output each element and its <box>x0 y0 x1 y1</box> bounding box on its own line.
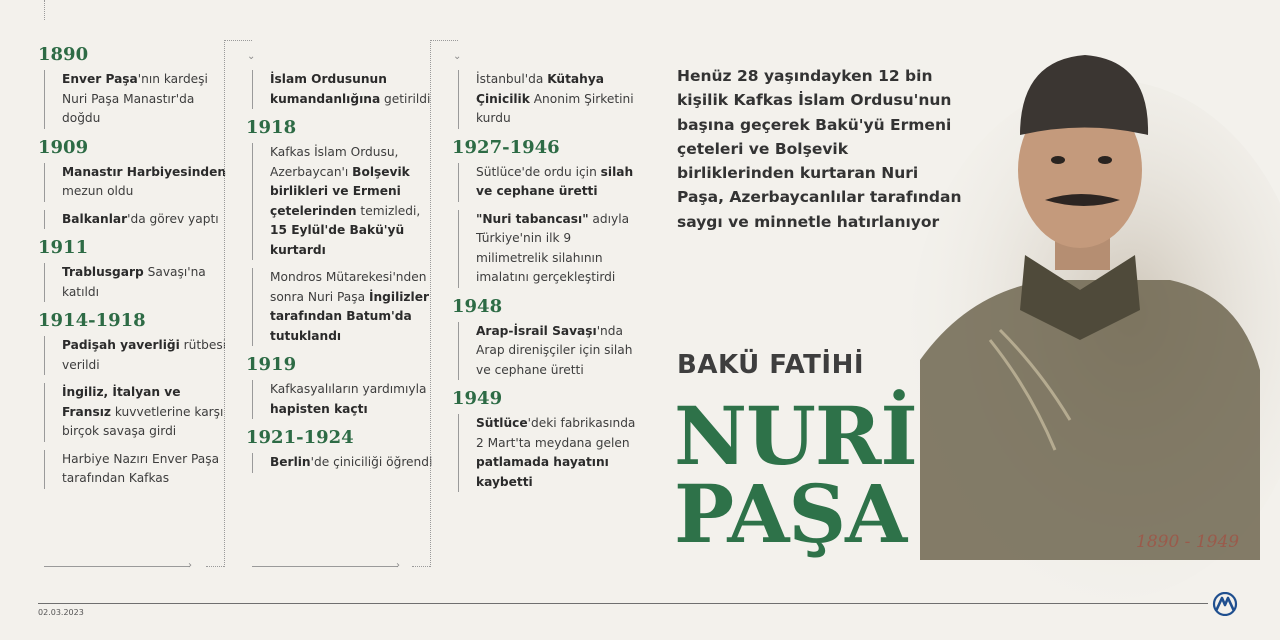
year-1921-1924: 1921-1924 <box>246 427 354 448</box>
lifespan-dates: 1890 - 1949 <box>1136 532 1240 552</box>
timeline-entry: İngiliz, İtalyan ve Fransız kuvvetlerine karşı birçok savaşa girdi <box>44 383 228 442</box>
timeline-entry: "Nuri tabancası" adıyla Türkiye'nin ilk 9 milimetrelik silahının imalatını gerçekleştirdi <box>458 210 642 288</box>
year-1890: 1890 <box>38 44 89 65</box>
timeline-connector <box>412 566 430 567</box>
timeline-column-2 <box>246 0 436 473</box>
year-1909: 1909 <box>38 136 89 158</box>
timeline-column-3 <box>452 0 642 500</box>
year-1911: 1911 <box>38 237 89 258</box>
name-line-1: NURİ <box>674 389 917 483</box>
timeline-entry: Arap-İsrail Savaşı'nda Arap direnişçiler için silah ve cephane üretti <box>458 322 642 381</box>
timeline-entry: Enver Paşa'nın kardeşi Nuri Paşa Manastır'da doğdu <box>44 70 228 129</box>
timeline-entry: Sütlüce'deki fabrikasında 2 Mart'ta meydana gelen patlamada hayatını kaybetti <box>458 414 642 492</box>
timeline-entry: Harbiye Nazırı Enver Paşa tarafından Kafkas <box>44 450 228 489</box>
footer-date: 02.03.2023 <box>38 608 84 617</box>
year-1914-1918: 1914-1918 <box>38 310 146 331</box>
timeline-connector <box>44 566 190 567</box>
year-1927-1946: 1927-1946 <box>452 136 560 158</box>
timeline-entry: İstanbul'da Kütahya Çinicilik Anonim Şirketini kurdu <box>458 70 642 129</box>
year-1919: 1919 <box>246 354 297 375</box>
timeline-entry: Kafkas İslam Ordusu, Azerbaycan'ı Bolşevik birlikleri ve Ermeni çetelerinden temizledi, 15 Eylül'de Bakü'yü kurtardı <box>252 143 436 260</box>
timeline-entry: Balkanlar'da görev yaptı <box>44 210 228 230</box>
timeline-connector <box>430 40 431 567</box>
timeline-entry: Berlin'de çiniciliği öğrendi <box>252 453 436 473</box>
year-1948: 1948 <box>452 295 503 317</box>
footer-divider <box>38 603 1208 604</box>
timeline-rail <box>44 0 45 20</box>
kicker-title: BAKÜ FATİHİ <box>677 350 865 380</box>
timeline-entry: Trablusgarp Savaşı'na katıldı <box>44 263 228 302</box>
arrow-right-icon: › <box>396 560 400 571</box>
timeline-connector <box>206 566 224 567</box>
timeline-entry: Mondros Mütarekesi'nden sonra Nuri Paşa İngilizler tarafından Batum'da tutuklandı <box>252 268 436 346</box>
timeline-connector <box>224 40 225 567</box>
aa-logo-icon <box>1212 592 1238 616</box>
timeline-entry: Sütlüce'de ordu için silah ve cephane üretti <box>458 163 642 202</box>
intro-text: Henüz 28 yaşındayken 12 bin kişilik Kafkas İslam Ordusu'nun başına geçerek Bakü'yü Ermeni çeteleri ve Bolşevik birliklerinden kurtaran Nuri Paşa, Azerbaycanlılar tarafından saygı ve minnetle hatırlanıyor <box>677 67 962 231</box>
timeline-entry: Kafkasyalıların yardımıyla hapisten kaçtı <box>252 380 436 419</box>
timeline-entry: Padişah yaverliği rütbesi verildi <box>44 336 228 375</box>
name-line-2: PAŞA <box>674 467 907 561</box>
timeline-column-1 <box>38 0 228 489</box>
timeline-entry: Manastır Harbiyesinden mezun oldu <box>44 163 228 202</box>
year-1949: 1949 <box>452 388 503 409</box>
arrow-right-icon: › <box>188 560 192 571</box>
year-1918: 1918 <box>246 117 297 138</box>
arrow-down-icon: ⌄ <box>247 51 256 62</box>
timeline-connector <box>252 566 398 567</box>
timeline-entry: İslam Ordusunun kumandanlığına getirildi <box>252 70 436 109</box>
arrow-down-icon: ⌄ <box>453 51 462 62</box>
